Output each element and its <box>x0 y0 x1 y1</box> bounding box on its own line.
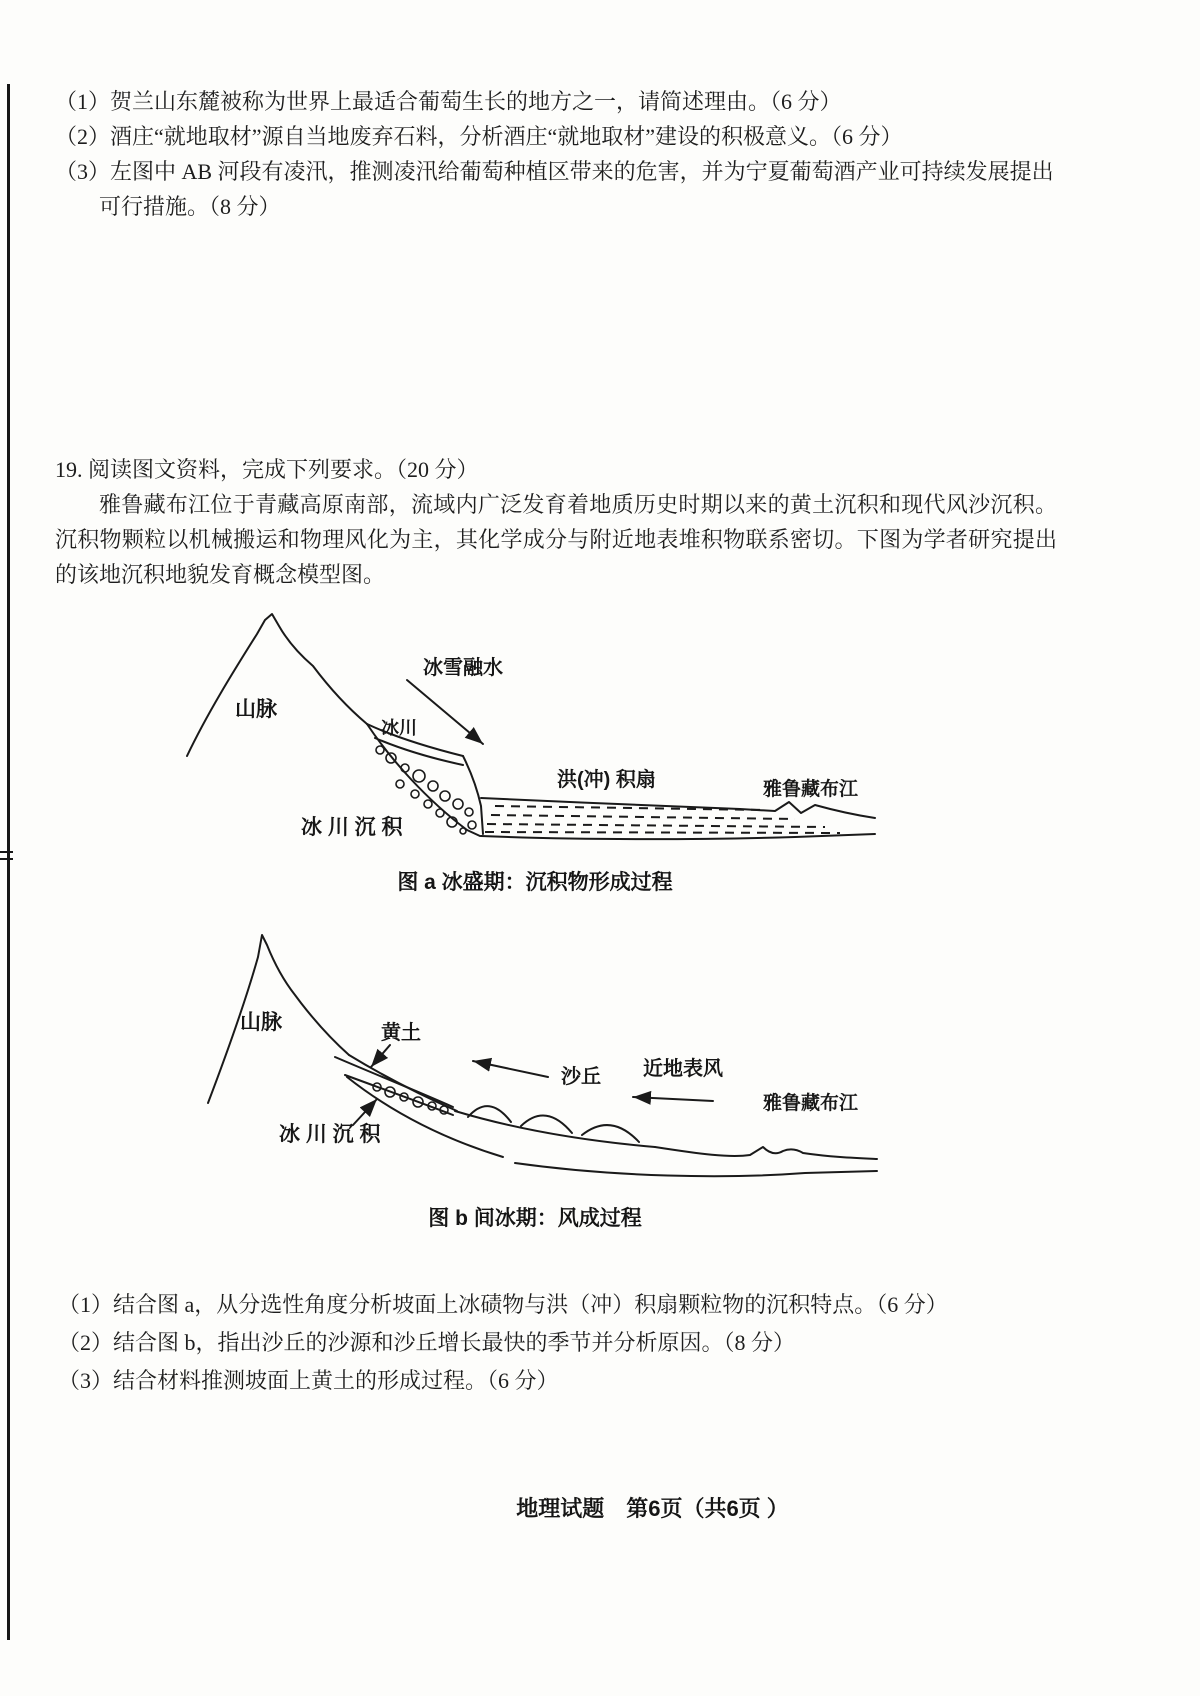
scan-mark <box>0 858 13 860</box>
top-questions-block <box>55 84 1060 224</box>
figure-a-meltwater-label: 冰雪融水 <box>423 657 503 679</box>
figure-b-river-label: 雅鲁藏布江 <box>763 1093 859 1114</box>
figure-a-glacial-deposit-label: 冰 川 沉 积 <box>301 816 403 839</box>
figure-b-mountain-label: 山脉 <box>240 1011 282 1034</box>
figure-a-caption: 图 a 冰盛期：沉积物形成过程 <box>397 871 673 894</box>
wind-arrow-upper <box>473 1061 548 1077</box>
wind-arrow-lower <box>633 1097 713 1101</box>
question-19-heading: 19. 阅读图文资料，完成下列要求。（20 分） <box>55 457 479 482</box>
sand-dunes <box>455 1106 655 1147</box>
top-question-3: （3）左图中 AB 河段有凌汛，推测凌汛给葡萄种植区带来的危害，并为宁夏葡萄酒产业可持续发展提出可行措施。（8 分） <box>55 159 1054 219</box>
sub-question-2: （2）结合图 b，指出沙丘的沙源和沙丘增长最快的季节并分析原因。（8 分） <box>58 1330 796 1355</box>
meltwater-arrow <box>407 680 483 744</box>
figure-a-alluvial-fan-label: 洪(冲) 积扇 <box>557 769 656 791</box>
glacial-deposit-pointer-arrow <box>353 1099 377 1125</box>
figure-a-river-label: 雅鲁藏布江 <box>763 779 859 800</box>
figure-b-loess-label: 黄土 <box>381 1022 421 1044</box>
scan-mark <box>0 851 13 853</box>
question-19-sub-questions <box>58 1288 1118 1402</box>
figure-a-mountain-label: 山脉 <box>235 698 277 721</box>
question-19-intro: 雅鲁藏布江位于青藏高原南部，流域内广泛发育着地质历史时期以来的黄土沉积和现代风沙沉积。沉积物颗粒以机械搬运和物理风化为主，其化学成分与附近地表堆积物联系密切。下图为学者研究提出的该地沉积地貌发育概念模型图。 <box>55 492 1057 587</box>
figure-b-glacial-deposit-label: 冰 川 沉 积 <box>279 1123 381 1146</box>
sub-question-3: （3）结合材料推测坡面上黄土的形成过程。（6 分） <box>58 1368 559 1393</box>
mountain-outline <box>187 614 480 836</box>
figure-b-dunes-label: 沙丘 <box>561 1066 601 1088</box>
scan-edge-line <box>7 84 10 1640</box>
loess-pointer-arrow <box>371 1045 390 1067</box>
figure-b-caption: 图 b 间冰期：风成过程 <box>428 1207 642 1230</box>
figure-a-diagram <box>175 598 895 868</box>
sub-question-1: （1）结合图 a，从分选性角度分析坡面上冰碛物与洪（冲）积扇颗粒物的沉积特点。（6 分） <box>58 1292 948 1317</box>
valley-floor <box>515 1147 877 1176</box>
figure-a-glacier-label: 冰川 <box>381 718 417 738</box>
top-question-1: （1）贺兰山东麓被称为世界上最适合葡萄生长的地方之一，请简述理由。（6 分） <box>55 89 842 114</box>
figure-b-diagram <box>185 925 885 1193</box>
page-footer: 地理试题 第6页（共6页 ） <box>516 1496 789 1521</box>
figure-b-wind-label: 近地表风 <box>643 1058 723 1080</box>
alluvial-fan <box>481 798 875 839</box>
alluvial-fan-dashes <box>485 806 840 833</box>
top-question-2: （2）酒庄“就地取材”源自当地废弃石料，分析酒庄“就地取材”建设的积极意义。（6 分） <box>55 124 903 149</box>
